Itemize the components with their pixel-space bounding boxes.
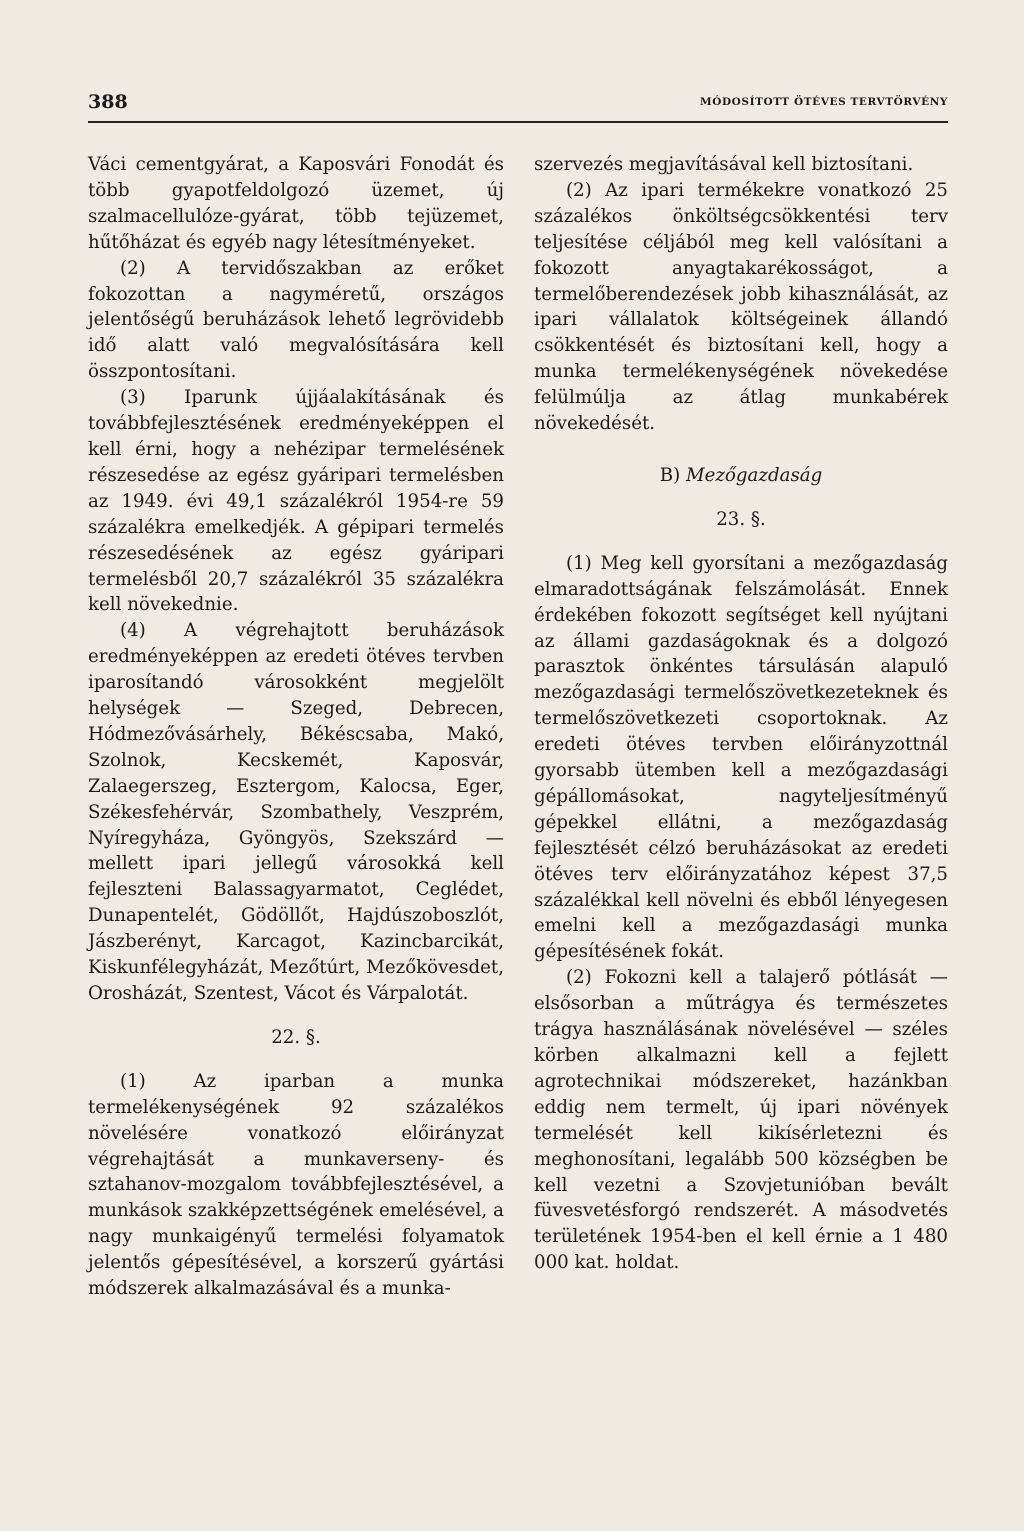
left-paragraph-2: (2) A tervidőszakban az erőket fokozottan a nagyméretű, országos jelentőségű beruházások lehető legrövidebb idő alatt való megvalósítására kell összpontosítani. xyxy=(88,257,504,383)
spacer xyxy=(534,437,948,463)
spacer xyxy=(534,533,948,551)
section-b-prefix: B) xyxy=(659,464,686,486)
spacer xyxy=(88,1007,504,1025)
section-22-heading: 22. §. xyxy=(271,1026,321,1048)
section-23-heading: 23. §. xyxy=(716,508,766,530)
right-paragraph-23-1: (1) Meg kell gyorsítani a mezőgazdaság elmaradottságának felszámolását. Ennek érdekében fokozott segítséget kell nyújtani az állami gazdaságoknak és a dolgozó parasztok önkéntes társulásán alapuló mezőgazdasági termelőszövetkezeteknek és termelőszövetkezeti csoportoknak. Az eredeti ötéves tervben előirányzottnál gyorsabb ütemben kell a mezőgazdasági gépállomásokat, nagyteljesítményű gépekkel ellátni, a mezőgazdaság fejlesztését célzó beruházásokat az eredeti ötéves terv előirányzatához képest 37,5 százalékkal kell növelni és ebből lényegesen emelni kell a mezőgazdasági munka gépesítésének fokát. xyxy=(534,552,948,963)
page-header xyxy=(88,91,948,117)
left-paragraph-4: (4) A végrehajtott beruházások eredményeképpen az eredeti ötéves tervben iparosítandó városokként megjelölt helységek — Szeged, Debrecen, Hódmezővásárhely, Békéscsaba, Makó, Szolnok, Kecskemét, Kaposvár, Zalaegerszeg, Esztergom, Kalocsa, Eger, Székesfehérvár, Szombathely, Veszprém, Nyíregyháza, Gyöngyös, Szekszárd — mellett ipari jellegű városokká kell fejleszteni Balassagyarmatot, Ceglédet, Dunapentelét, Gödöllőt, Hajdúszoboszlót, Jászberényt, Karcagot, Kazincbarcikát, Kiskunfélegyházát, Mezőtúrt, Mezőkövesdet, Orosházát, Szentest, Vácot és Várpalotát. xyxy=(88,620,504,1004)
right-column xyxy=(534,152,948,1276)
running-head: MÓDOSÍTOTT ÖTÉVES TERVTÖRVÉNY xyxy=(699,96,948,108)
left-paragraph-22-1: (1) Az iparban a munka termelékenységének 92 százalékos növelésére vonatkozó előirányzat végrehajtását a munkaverseny- és sztahanov-mozgalom továbbfejlesztésével, a munkások szakképzettségének emelésével, a nagy munkaigényű termelési folyamatok jelentős gépesítésével, a korszerű gyártási módszerek alkalmazásával és a munka- xyxy=(88,1070,504,1300)
section-b-heading xyxy=(534,463,948,489)
right-paragraph-continuation: szervezés megjavításával kell biztosítani. xyxy=(534,154,914,175)
right-paragraph-23-2: (2) Fokozni kell a talajerő pótlását — elsősorban a műtrágya és természetes trágya használásának növelésével — széles körben alkalmazni kell a fejlett agrotechnikai módszereket, hazánkban eddig nem termelt, új ipari növények termelését kell kikísérletezni és meghonosítani, legalább 500 községben be kell vezetni a Szovjetunióban bevált füvesvetésforgó rendszerét. A másodvetés területének 1954-ben el kell érnie a 1 480 000 kat. holdat. xyxy=(534,967,948,1274)
left-paragraph-continuation: Váci cementgyárat, a Kaposvári Fonodát és több gyapotfeldolgozó üzemet, új szalmacellulóze-gyárat, több tejüzemet, hűtőházat és egyéb nagy létesítményeket. xyxy=(88,154,504,253)
left-column xyxy=(88,152,504,1302)
spacer xyxy=(88,1051,504,1069)
left-paragraph-3: (3) Iparunk újjáalakításának és továbbfejlesztésének eredményeképpen el kell érni, hogy a nehézipar termelésének részesedése az egész gyáripari termelésben az 1949. évi 49,1 százalékról 1954-re 59 százalékra emelkedjék. A gépipari termelés részesedésének az egész gyáripari termelésből 20,7 százalékról 35 százalékra kell növekednie. xyxy=(88,387,504,616)
header-rule xyxy=(88,121,948,123)
section-b-title: Mezőgazdaság xyxy=(685,464,823,486)
right-paragraph-2: (2) Az ipari termékekre vonatkozó 25 százalékos önköltségcsökkentési terv teljesítése céljából meg kell valósítani a fokozott anyagtakarékosságot, a termelőberendezések jobb kihasználását, az ipari vállalatok költségeinek állandó csökkentését és biztosítani kell, hogy a munka termelékenységének növekedése felülmúlja az átlag munkabérek növekedését. xyxy=(534,179,948,435)
page-number: 388 xyxy=(88,91,128,113)
spacer xyxy=(534,489,948,507)
